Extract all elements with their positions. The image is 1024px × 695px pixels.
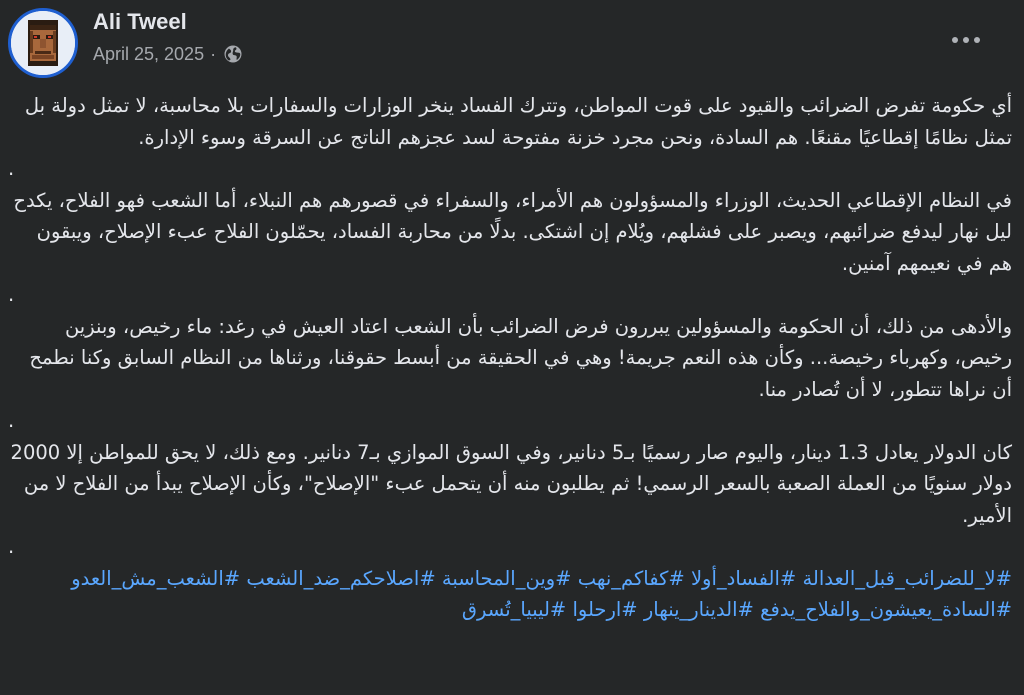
author-name[interactable]: Ali Tweel bbox=[93, 9, 187, 34]
hashtag-link[interactable]: #ليبيا_تُسرق bbox=[461, 598, 567, 621]
post-paragraph-3: والأدهى من ذلك، أن الحكومة والمسؤولين يبررون فرض الضرائب بأن الشعب اعتاد العيش في رغد: ماء رخيص، وبنزين رخيص، وكهرباء رخيصة... وكأن هذه النعم جريمة! وهي في الحقيقة من أبسط حقوقنا، ورثناها من النظام السابق وكنا نطمح أن نراها تتطور، لا أن تُصادر منا. bbox=[29, 314, 1012, 401]
meta-separator: · bbox=[210, 44, 217, 64]
profile-avatar-image bbox=[11, 11, 75, 75]
avatar[interactable] bbox=[8, 8, 78, 78]
paragraph-separator-3: . bbox=[8, 409, 15, 432]
post-date[interactable]: April 25, 2025 bbox=[93, 44, 205, 64]
hashtag-link[interactable]: #لا_للضرائب_قبل_العدالة bbox=[802, 566, 1012, 590]
post-meta bbox=[93, 42, 243, 66]
paragraph-separator-1: . bbox=[8, 157, 15, 180]
post-paragraph-4: كان الدولار يعادل 1.3 دينار، واليوم صار رسميًا بـ5 دنانير، وفي السوق الموازي بـ7 دنانير. ومع ذلك، لا يحق للمواطن إلا 2000 دولار سنويًا من العملة الصعبة بالسعر الرسمي! ثم يطلبون منه أن يتحمل عبء "الإصلاح"، وكأن الإصلاح يبدأ من الفلاح لا من الأمير. bbox=[10, 440, 1012, 527]
paragraph-separator-2: . bbox=[8, 283, 15, 306]
post-paragraph-1: أي حكومة تفرض الضرائب والقيود على قوت المواطن، وتترك الفساد ينخر الوزارات والسفارات بلا محاسبة، لا تمثل دولة بل تمثل نظامًا إقطاعيًا مقنعًا. هم السادة، ونحن مجرد خزنة مفتوحة لسد عجزهم الناتج عن السرقة وسوء الإدارة. bbox=[24, 94, 1012, 149]
hashtag-list bbox=[8, 563, 1012, 626]
hashtag-link[interactable]: #السادة_يعيشون_والفلاح_يدفع bbox=[760, 598, 1012, 621]
hashtag-link[interactable]: #اصلاحكم_ضد_الشعب bbox=[246, 566, 436, 590]
post-paragraph-2: في النظام الإقطاعي الحديث، الوزراء والمسؤولون هم الأمراء، والسفراء في قصورهم هم النبلاء، أما الشعب فهو الفلاح، يكدح ليل نهار ليدفع ضرائبهم، ويصبر على فشلهم، ويُلام إن اشتكى. بدلًا من محاربة الفساد، يحمّلون الفلاح عبء الإصلاح، ويبقون هم في نعيمهم آمنين. bbox=[13, 188, 1012, 275]
more-options-icon[interactable] bbox=[948, 26, 984, 54]
hashtag-link[interactable]: #الدينار_ينهار bbox=[643, 598, 754, 621]
hashtag-link[interactable]: #وين_المحاسبة bbox=[441, 566, 572, 590]
paragraph-separator-4: . bbox=[8, 535, 15, 558]
hashtag-link[interactable]: #الفساد_أولا bbox=[690, 566, 797, 590]
hashtag-link[interactable]: #ارحلوا bbox=[572, 598, 638, 621]
hashtag-link[interactable]: #الشعب_مش_العدو bbox=[71, 566, 241, 590]
globe-icon[interactable] bbox=[223, 44, 243, 64]
post-body bbox=[8, 90, 1012, 626]
hashtag-link[interactable]: #كفاكم_نهب bbox=[577, 566, 685, 590]
